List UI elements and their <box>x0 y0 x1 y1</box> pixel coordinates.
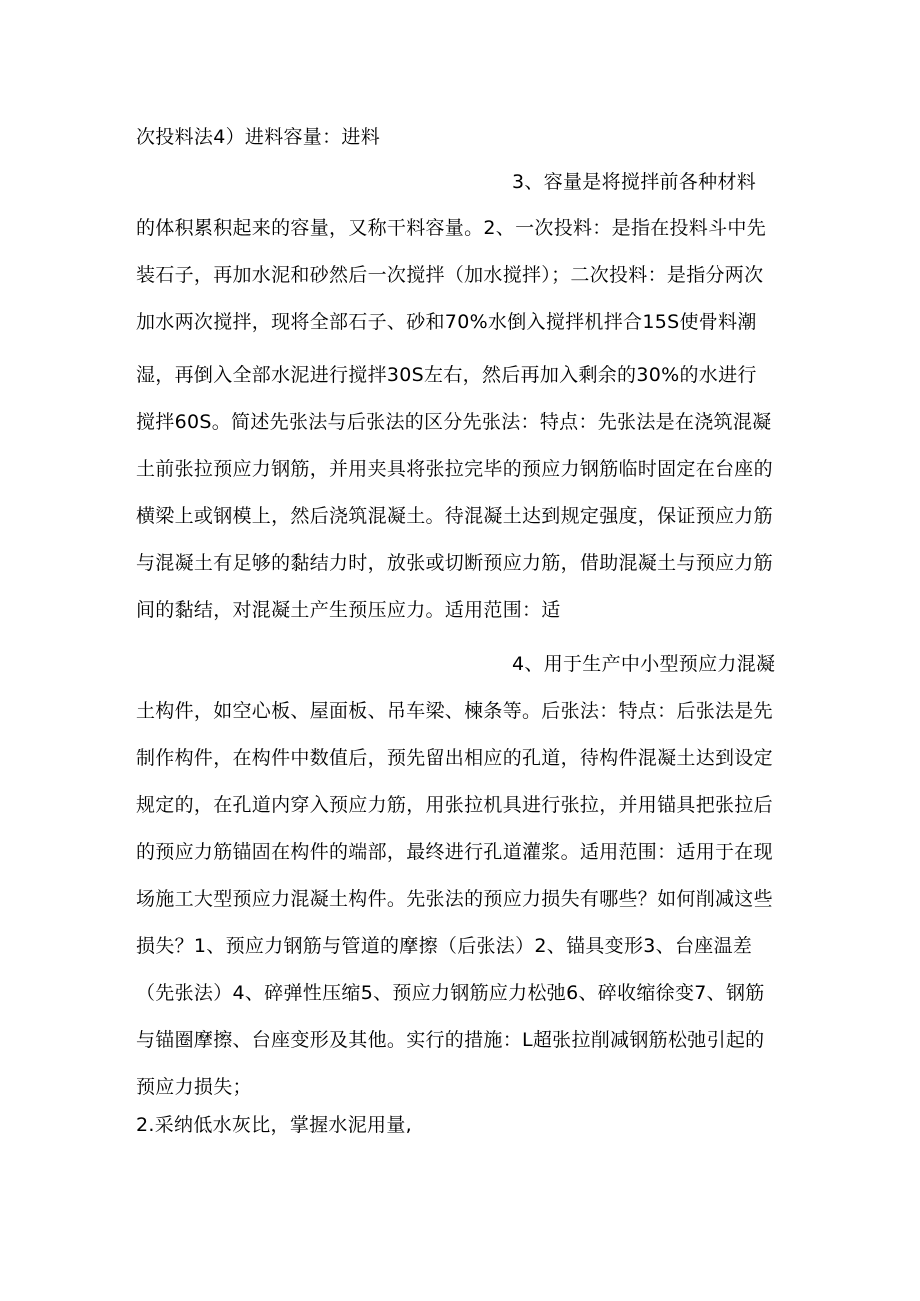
text-line: 规定的，在孔道内穿入预应力筋，用张拉机具进行张拉，并用锚具把张拉后 <box>136 794 773 816</box>
text-line: 预应力损失； <box>136 1076 252 1098</box>
text-line: 4、用于生产中小型预应力混凝 <box>512 653 776 675</box>
text-line: 与锚圈摩擦、台座变形及其他。实行的措施：L超张拉削减钢筋松弛引起的 <box>136 1029 765 1051</box>
text-line: 横梁上或钢模上，然后浇筑混凝土。待混凝土达到规定强度，保证预应力筋 <box>136 505 773 527</box>
text-line: 搅拌60S。简述先张法与后张法的区分先张法：特点：先张法是在浇筑混凝 <box>136 411 772 433</box>
text-line: 3、容量是将搅拌前各种材料 <box>512 171 756 193</box>
text-line: 场施工大型预应力混凝土构件。先张法的预应力损失有哪些？如何削减这些 <box>136 888 773 910</box>
text-line: 土前张拉预应力钢筋，并用夹具将张拉完毕的预应力钢筋临时固定在台座的 <box>136 458 773 480</box>
text-line: 制作构件，在构件中数值后，预先留出相应的孔道，待构件混凝土达到设定 <box>136 747 773 769</box>
text-line: 土构件，如空心板、屋面板、吊车梁、楝条等。后张法：特点：后张法是先 <box>136 700 773 722</box>
text-line: 与混凝土有足够的黏结力时，放张或切断预应力筋，借助混凝土与预应力筋 <box>136 552 773 574</box>
text-line: 间的黏结，对混凝土产生预压应力。适用范围：适 <box>136 599 561 621</box>
text-line: 加水两次搅拌，现将全部石子、砂和70%水倒入搅拌机拌合15S使骨料潮 <box>136 311 757 333</box>
text-line: 装石子，再加水泥和砂然后一次搅拌（加水搅拌）；二次投料：是指分两次 <box>136 264 764 286</box>
text-line: 2.采纳低水灰比，掌握水泥用量, <box>136 1114 412 1136</box>
text-line: （先张法）4、碎弹性压缩5、预应力钢筋应力松弛6、碎收缩徐变7、钢筋 <box>136 982 765 1004</box>
text-line: 损失？1、预应力钢筋与管道的摩擦（后张法）2、锚具变形3、台座温差 <box>136 935 753 957</box>
text-line: 的体积累积起来的容量，又称干料容量。2、一次投料：是指在投料斗中先 <box>136 217 766 239</box>
text-line: 湿，再倒入全部水泥进行搅拌30S左右，然后再加入剩余的30%的水进行 <box>136 364 757 386</box>
text-line: 次投料法4）进料容量：进料 <box>136 126 380 148</box>
text-line: 的预应力筋锚固在构件的端部，最终进行孔道灌浆。适用范围：适用于在现 <box>136 841 773 863</box>
